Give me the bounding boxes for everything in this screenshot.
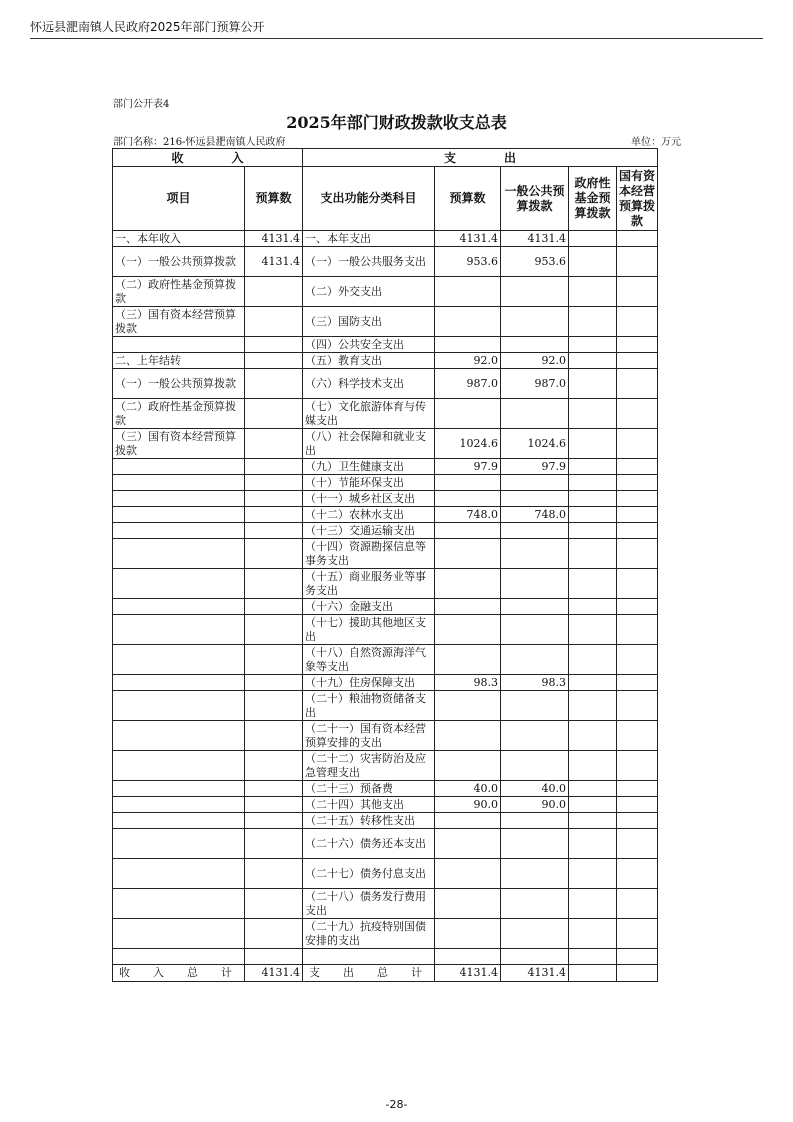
table-cell — [617, 507, 658, 523]
table-cell — [617, 797, 658, 813]
table-cell — [501, 645, 569, 675]
header-divider — [30, 38, 763, 39]
table-code: 部门公开表4 — [113, 99, 170, 110]
table-cell — [435, 691, 501, 721]
table-row — [113, 859, 658, 889]
table-cell — [113, 949, 245, 965]
table-cell: （一）一般公共预算拨款 — [113, 369, 245, 399]
table-cell — [617, 353, 658, 369]
table-cell — [113, 889, 245, 919]
table-cell — [245, 829, 303, 859]
table-cell — [617, 231, 658, 247]
totals-cell: 支 出 总 计 — [303, 965, 435, 982]
table-cell — [617, 949, 658, 965]
table-cell — [245, 813, 303, 829]
table-cell — [435, 539, 501, 569]
table-row — [113, 691, 658, 721]
table-cell — [617, 491, 658, 507]
table-row — [113, 539, 658, 569]
table-cell — [617, 307, 658, 337]
table-cell — [569, 353, 617, 369]
table-row — [113, 813, 658, 829]
table-cell — [617, 675, 658, 691]
table-cell — [113, 813, 245, 829]
table-cell: （二十三）预备费 — [303, 781, 435, 797]
table-cell — [435, 751, 501, 781]
table-row — [113, 829, 658, 859]
table-cell — [245, 889, 303, 919]
table-row — [113, 919, 658, 949]
table-cell — [113, 859, 245, 889]
totals-cell: 4131.4 — [501, 965, 569, 982]
table-cell: （八）社会保障和就业支出 — [303, 429, 435, 459]
table-cell — [113, 919, 245, 949]
table-cell: 92.0 — [501, 353, 569, 369]
table-cell — [501, 277, 569, 307]
table-cell — [569, 599, 617, 615]
table-cell — [617, 829, 658, 859]
table-cell — [569, 247, 617, 277]
table-cell — [617, 277, 658, 307]
table-cell — [113, 599, 245, 615]
table-cell — [113, 569, 245, 599]
table-cell: （一）一般公共服务支出 — [303, 247, 435, 277]
table-cell: （十八）自然资源海洋气象等支出 — [303, 645, 435, 675]
table-row — [113, 721, 658, 751]
table-cell — [113, 751, 245, 781]
table-cell: 97.9 — [435, 459, 501, 475]
table-cell: 4131.4 — [245, 231, 303, 247]
table-cell: （十七）援助其他地区支出 — [303, 615, 435, 645]
department-name: 部门名称：216-怀远县淝南镇人民政府 — [113, 137, 286, 148]
table-cell: 一、本年支出 — [303, 231, 435, 247]
table-cell — [435, 859, 501, 889]
table-cell: （二十八）债务发行费用支出 — [303, 889, 435, 919]
table-cell — [113, 615, 245, 645]
table-row — [113, 369, 658, 399]
table-cell — [245, 675, 303, 691]
table-cell — [617, 615, 658, 645]
table-row — [113, 797, 658, 813]
table-cell: （一）一般公共预算拨款 — [113, 247, 245, 277]
table-cell — [245, 475, 303, 491]
table-cell — [617, 691, 658, 721]
table-cell — [435, 399, 501, 429]
table-cell: 40.0 — [501, 781, 569, 797]
table-cell — [617, 751, 658, 781]
table-cell: （三）国有资本经营预算拨款 — [113, 429, 245, 459]
table-cell — [617, 369, 658, 399]
table-cell — [245, 797, 303, 813]
table-cell: （十九）住房保障支出 — [303, 675, 435, 691]
table-row — [113, 231, 658, 247]
table-cell — [501, 949, 569, 965]
table-cell: （五）教育支出 — [303, 353, 435, 369]
table-cell: （二十七）债务付息支出 — [303, 859, 435, 889]
table-cell — [617, 599, 658, 615]
table-cell — [113, 797, 245, 813]
section-header-row — [113, 149, 658, 167]
table-row — [113, 523, 658, 539]
table-cell — [245, 539, 303, 569]
table-cell — [245, 507, 303, 523]
table-cell — [435, 829, 501, 859]
table-cell — [569, 507, 617, 523]
table-cell — [245, 949, 303, 965]
table-cell — [501, 491, 569, 507]
table-cell — [617, 859, 658, 889]
table-cell — [435, 569, 501, 599]
table-cell — [245, 399, 303, 429]
table-cell — [501, 721, 569, 751]
table-cell — [569, 797, 617, 813]
table-cell — [501, 691, 569, 721]
table-cell — [617, 247, 658, 277]
table-cell — [501, 919, 569, 949]
totals-cell: 收 入 总 计 — [113, 965, 245, 982]
table-cell — [569, 675, 617, 691]
table-row — [113, 399, 658, 429]
column-header: 预算数 — [245, 167, 303, 231]
table-cell — [569, 307, 617, 337]
table-cell: （三）国防支出 — [303, 307, 435, 337]
table-cell: （二）政府性基金预算拨款 — [113, 277, 245, 307]
table-cell — [435, 919, 501, 949]
table-cell — [569, 337, 617, 353]
table-row — [113, 459, 658, 475]
table-cell — [435, 721, 501, 751]
table-row — [113, 645, 658, 675]
table-cell — [569, 889, 617, 919]
table-cell — [569, 369, 617, 399]
table-cell — [435, 337, 501, 353]
column-header: 政府性基金预算拨款 — [569, 167, 617, 231]
column-header: 支出功能分类科目 — [303, 167, 435, 231]
table-cell — [501, 475, 569, 491]
table-cell — [501, 751, 569, 781]
table-cell — [569, 539, 617, 569]
table-cell: （六）科学技术支出 — [303, 369, 435, 399]
unit-label: 单位：万元 — [631, 137, 681, 148]
totals-cell: 4131.4 — [435, 965, 501, 982]
table-cell — [617, 429, 658, 459]
table-cell — [245, 751, 303, 781]
table-cell: 953.6 — [501, 247, 569, 277]
table-cell — [569, 721, 617, 751]
totals-cell: 4131.4 — [245, 965, 303, 982]
table-cell — [245, 459, 303, 475]
table-row — [113, 781, 658, 797]
page-number: -28- — [385, 1098, 408, 1111]
table-cell — [113, 475, 245, 491]
table-cell — [245, 353, 303, 369]
table-cell — [113, 721, 245, 751]
table-cell — [569, 751, 617, 781]
table-cell: （二）政府性基金预算拨款 — [113, 399, 245, 429]
table-cell — [435, 599, 501, 615]
table-row — [113, 491, 658, 507]
table-row — [113, 277, 658, 307]
table-cell — [569, 615, 617, 645]
table-cell: 90.0 — [501, 797, 569, 813]
table-cell: （二十二）灾害防治及应急管理支出 — [303, 751, 435, 781]
table-cell — [617, 475, 658, 491]
table-cell — [569, 859, 617, 889]
table-cell: 92.0 — [435, 353, 501, 369]
table-cell — [113, 337, 245, 353]
table-cell — [435, 307, 501, 337]
table-cell — [501, 829, 569, 859]
table-cell — [569, 829, 617, 859]
table-cell — [245, 721, 303, 751]
table-cell — [303, 949, 435, 965]
table-cell: 748.0 — [435, 507, 501, 523]
table-cell — [245, 599, 303, 615]
table-cell — [245, 615, 303, 645]
table-cell — [617, 523, 658, 539]
column-header: 一般公共预算拨款 — [501, 167, 569, 231]
table-cell — [245, 337, 303, 353]
table-cell — [245, 307, 303, 337]
table-row — [113, 949, 658, 965]
table-cell — [435, 889, 501, 919]
table-row — [113, 247, 658, 277]
table-cell — [435, 645, 501, 675]
table-cell — [113, 523, 245, 539]
table-cell — [617, 337, 658, 353]
table-cell: 40.0 — [435, 781, 501, 797]
table-cell: （十）节能环保支出 — [303, 475, 435, 491]
table-cell — [569, 491, 617, 507]
table-cell — [617, 889, 658, 919]
table-cell: 1024.6 — [501, 429, 569, 459]
table-cell — [113, 539, 245, 569]
table-cell — [617, 539, 658, 569]
table-cell — [245, 429, 303, 459]
table-cell — [435, 813, 501, 829]
table-cell: （二十九）抗疫特别国债安排的支出 — [303, 919, 435, 949]
table-cell: （二十）粮油物资储备支出 — [303, 691, 435, 721]
table-cell — [501, 889, 569, 919]
table-cell — [569, 399, 617, 429]
table-cell — [501, 813, 569, 829]
table-cell — [569, 691, 617, 721]
table-cell: （九）卫生健康支出 — [303, 459, 435, 475]
table-row — [113, 429, 658, 459]
table-cell: 748.0 — [501, 507, 569, 523]
document-header: 怀远县淝南镇人民政府2025年部门预算公开 — [30, 20, 265, 34]
table-row — [113, 353, 658, 369]
table-cell — [569, 523, 617, 539]
table-row — [113, 337, 658, 353]
table-cell: 987.0 — [501, 369, 569, 399]
table-cell: （十四）资源勘探信息等事务支出 — [303, 539, 435, 569]
table-cell: （三）国有资本经营预算拨款 — [113, 307, 245, 337]
table-cell — [569, 813, 617, 829]
expense-section-header: 支 出 — [303, 149, 658, 167]
table-cell — [435, 491, 501, 507]
table-cell: （二十六）债务还本支出 — [303, 829, 435, 859]
page-title: 2025年部门财政拨款收支总表 — [286, 113, 507, 132]
table-cell — [617, 645, 658, 675]
table-cell: 98.3 — [501, 675, 569, 691]
table-cell: 4131.4 — [245, 247, 303, 277]
table-cell — [435, 523, 501, 539]
table-cell: （十二）农林水支出 — [303, 507, 435, 523]
table-cell — [245, 569, 303, 599]
table-row — [113, 307, 658, 337]
table-cell: 1024.6 — [435, 429, 501, 459]
table-cell: 4131.4 — [435, 231, 501, 247]
table-cell — [245, 781, 303, 797]
table-row — [113, 475, 658, 491]
table-cell: （十一）城乡社区支出 — [303, 491, 435, 507]
table-cell — [617, 399, 658, 429]
table-cell — [617, 721, 658, 751]
table-cell: （二十四）其他支出 — [303, 797, 435, 813]
table-cell — [245, 369, 303, 399]
table-cell — [113, 507, 245, 523]
table-cell: 97.9 — [501, 459, 569, 475]
table-cell: 98.3 — [435, 675, 501, 691]
table-cell — [501, 539, 569, 569]
table-row — [113, 751, 658, 781]
table-row — [113, 675, 658, 691]
table-row — [113, 615, 658, 645]
column-header: 项目 — [113, 167, 245, 231]
table-cell — [435, 475, 501, 491]
table-cell: 953.6 — [435, 247, 501, 277]
table-cell — [501, 523, 569, 539]
table-cell — [617, 569, 658, 599]
table-cell — [113, 829, 245, 859]
table-cell — [113, 781, 245, 797]
table-cell — [245, 491, 303, 507]
table-cell — [245, 691, 303, 721]
table-cell — [617, 459, 658, 475]
table-cell — [501, 569, 569, 599]
table-cell — [245, 645, 303, 675]
column-header: 预算数 — [435, 167, 501, 231]
table-cell: （二）外交支出 — [303, 277, 435, 307]
totals-row — [113, 965, 658, 982]
table-cell: （十五）商业服务业等事务支出 — [303, 569, 435, 599]
table-cell — [501, 337, 569, 353]
budget-table — [112, 148, 658, 982]
table-cell — [617, 781, 658, 797]
table-cell — [245, 523, 303, 539]
table-cell — [245, 859, 303, 889]
table-cell: 二、上年结转 — [113, 353, 245, 369]
table-row — [113, 569, 658, 599]
table-cell: （十六）金融支出 — [303, 599, 435, 615]
table-cell — [569, 277, 617, 307]
table-cell — [113, 459, 245, 475]
table-cell — [569, 919, 617, 949]
table-cell — [501, 615, 569, 645]
table-cell — [569, 949, 617, 965]
table-cell — [617, 919, 658, 949]
table-cell — [569, 231, 617, 247]
table-cell — [501, 399, 569, 429]
table-cell — [113, 491, 245, 507]
table-cell: （四）公共安全支出 — [303, 337, 435, 353]
table-cell: （十三）交通运输支出 — [303, 523, 435, 539]
table-cell — [435, 949, 501, 965]
table-cell: 987.0 — [435, 369, 501, 399]
table-row — [113, 889, 658, 919]
table-cell: （二十一）国有资本经营预算安排的支出 — [303, 721, 435, 751]
table-cell — [501, 599, 569, 615]
table-cell — [435, 277, 501, 307]
table-cell — [569, 781, 617, 797]
table-cell — [245, 277, 303, 307]
table-cell — [501, 307, 569, 337]
table-cell: （七）文化旅游体育与传媒支出 — [303, 399, 435, 429]
table-cell — [569, 569, 617, 599]
table-cell — [435, 615, 501, 645]
table-cell: （二十五）转移性支出 — [303, 813, 435, 829]
column-header: 国有资本经营预算拨款 — [617, 167, 658, 231]
table-cell — [245, 919, 303, 949]
table-cell — [617, 813, 658, 829]
table-cell — [569, 459, 617, 475]
table-cell: 一、本年收入 — [113, 231, 245, 247]
table-row — [113, 599, 658, 615]
table-cell — [113, 675, 245, 691]
table-cell — [569, 645, 617, 675]
table-cell: 4131.4 — [501, 231, 569, 247]
table-cell — [501, 859, 569, 889]
table-cell — [569, 429, 617, 459]
table-cell — [113, 691, 245, 721]
table-cell — [569, 475, 617, 491]
table-cell: 90.0 — [435, 797, 501, 813]
income-section-header: 收 入 — [113, 149, 303, 167]
table-row — [113, 507, 658, 523]
table-cell — [113, 645, 245, 675]
totals-cell — [569, 965, 617, 982]
totals-cell — [617, 965, 658, 982]
column-header-row — [113, 167, 658, 231]
